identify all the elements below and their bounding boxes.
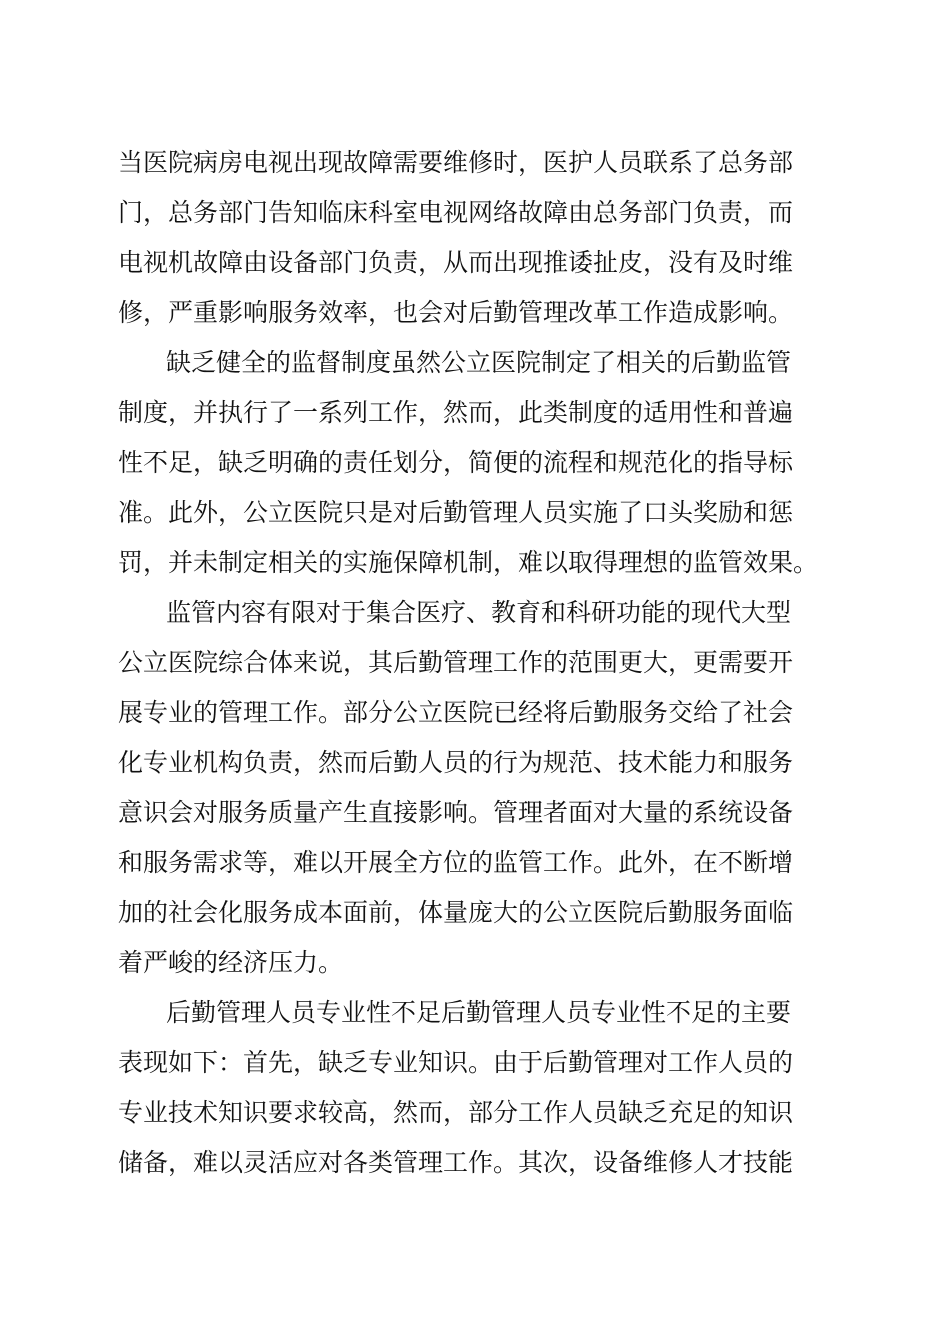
text-line: 化专业机构负责，然而后勤人员的行为规范、技术能力和服务: [118, 748, 794, 777]
text-line: 着严峻的经济压力。: [118, 948, 344, 977]
text-line: 制度，并执行了一系列工作，然而，此类制度的适用性和普遍: [118, 398, 794, 427]
paragraph-first-line: 后勤管理人员专业性不足后勤管理人员专业性不足的主要: [166, 998, 792, 1027]
document-page: [118, 138, 830, 1188]
text-line: 罚，并未制定相关的实施保障机制，难以取得理想的监管效果。: [118, 548, 819, 577]
text-line: 意识会对服务质量产生直接影响。管理者面对大量的系统设备: [118, 798, 794, 827]
paragraph-first-line: 监管内容有限对于集合医疗、教育和科研功能的现代大型: [166, 598, 792, 627]
text-line: 展专业的管理工作。部分公立医院已经将后勤服务交给了社会: [118, 698, 794, 727]
text-line: 门，总务部门告知临床科室电视网络故障由总务部门负责，而: [118, 198, 794, 227]
text-line: 性不足，缺乏明确的责任划分，简便的流程和规范化的指导标: [118, 448, 794, 477]
text-line: 电视机故障由设备部门负责，从而出现推诿扯皮，没有及时维: [118, 248, 794, 277]
text-line: 准。此外，公立医院只是对后勤管理人员实施了口头奖励和惩: [118, 498, 794, 527]
text-line: 当医院病房电视出现故障需要维修时，医护人员联系了总务部: [118, 148, 794, 177]
text-line: 表现如下：首先，缺乏专业知识。由于后勤管理对工作人员的: [118, 1048, 794, 1077]
text-line: 修，严重影响服务效率，也会对后勤管理改革工作造成影响。: [118, 298, 794, 327]
text-line: 公立医院综合体来说，其后勤管理工作的范围更大，更需要开: [118, 648, 794, 677]
text-line: 加的社会化服务成本面前，体量庞大的公立医院后勤服务面临: [118, 898, 794, 927]
text-line: 和服务需求等，难以开展全方位的监管工作。此外，在不断增: [118, 848, 794, 877]
text-line: 专业技术知识要求较高，然而，部分工作人员缺乏充足的知识: [118, 1098, 794, 1127]
text-line: 储备，难以灵活应对各类管理工作。其次，设备维修人才技能: [118, 1148, 794, 1177]
paragraph-first-line: 缺乏健全的监督制度虽然公立医院制定了相关的后勤监管: [166, 348, 792, 377]
